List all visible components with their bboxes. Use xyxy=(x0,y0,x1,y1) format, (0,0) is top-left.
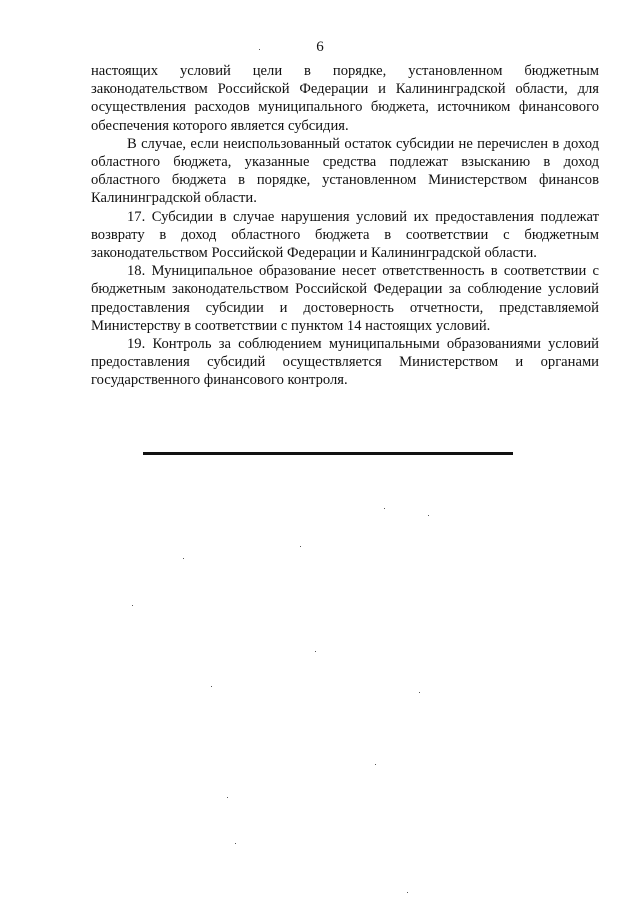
paragraph-unused-balance: В случае, если неиспользованный остаток субсидии не перечислен в доход областного бюджета, указанные средства подлежат взысканию в доход областного бюджета в порядке, установленном Министерством финансов Калининградской области. xyxy=(91,135,599,207)
scan-speck xyxy=(227,797,228,798)
paragraph-17: 17. Субсидии в случае нарушения условий их предоставления подлежат возврату в доход областного бюджета в соответствии с бюджетным законодательством Российской Федерации и Калининградской области. xyxy=(91,208,599,262)
closing-rule-line xyxy=(143,452,513,455)
scan-speck xyxy=(375,764,376,765)
scan-speck xyxy=(428,515,429,516)
paragraph-19: 19. Контроль за соблюдением муниципальными образованиями условий предоставления субсидий осуществляется Министерством и органами государственного финансового контроля. xyxy=(91,336,599,389)
scan-speck xyxy=(132,605,133,606)
scan-speck xyxy=(315,651,316,652)
document-body xyxy=(91,62,599,390)
scan-speck xyxy=(407,892,408,893)
scan-speck xyxy=(259,49,260,50)
scan-speck xyxy=(384,508,385,509)
paragraph-continuation: настоящих условий цели в порядке, установленном бюджетным законодательством Российской Федерации и Калининградской области, для осуществления расходов муниципального бюджета, источником финансового обеспечения которого является субсидия. xyxy=(91,63,599,134)
scan-speck xyxy=(300,546,301,547)
scan-speck xyxy=(211,686,212,687)
scan-speck xyxy=(419,692,420,693)
paragraph-18: 18. Муниципальное образование несет ответственность в соответствии с бюджетным законодательством Российской Федерации за соблюдение условий предоставления субсидии и достоверность отчетности, представляемой Министерству в соответствии с пунктом 14 настоящих условий. xyxy=(91,263,599,334)
scan-speck xyxy=(235,843,236,844)
page-number: 6 xyxy=(316,39,324,55)
scan-speck xyxy=(183,558,184,559)
